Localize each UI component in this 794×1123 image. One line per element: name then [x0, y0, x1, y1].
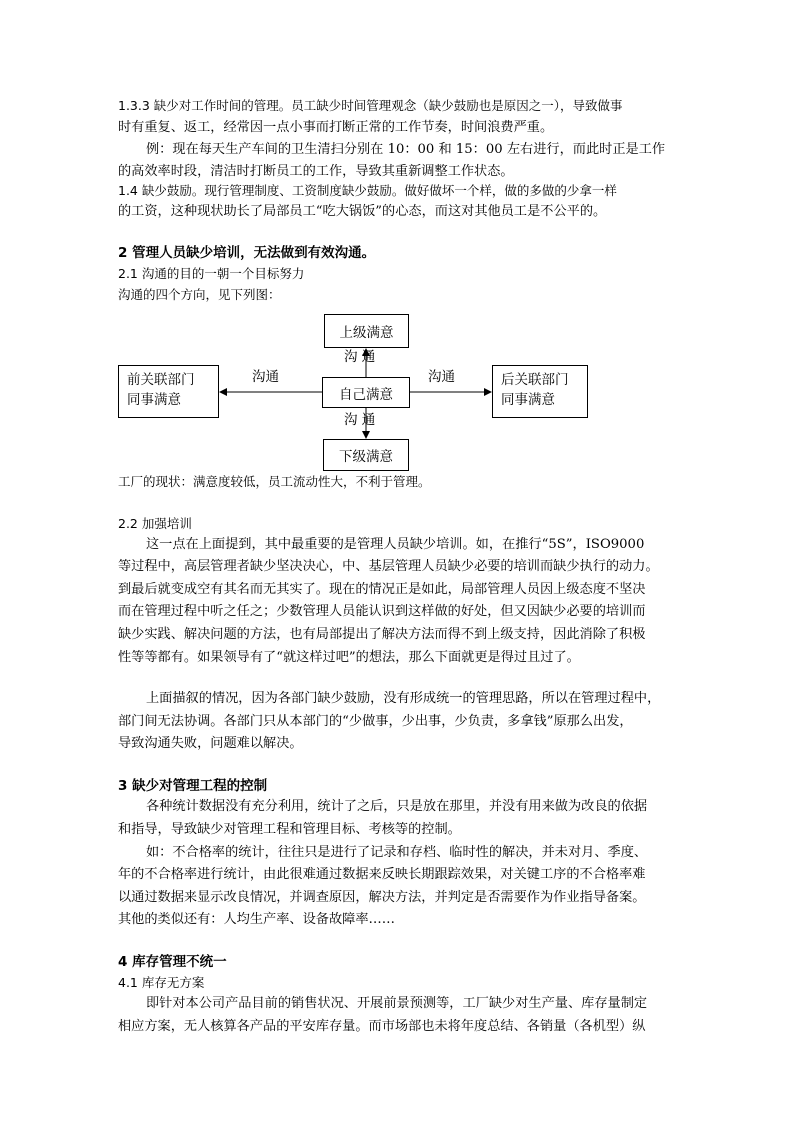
- edge-label-up: 沟 通: [344, 349, 376, 365]
- box-upstream-line-1: 前关联部门: [127, 372, 195, 388]
- diagram-intro: 沟通的四个方向，见下列图：: [118, 287, 281, 302]
- box-subordinate-label: 下级满意: [339, 449, 393, 465]
- section-2-heading: 2 管理人员缺少培训，无法做到有效沟通。: [118, 245, 376, 261]
- box-superior-label: 上级满意: [339, 325, 394, 341]
- box-self: [322, 377, 410, 408]
- section-3-heading: 3 缺少对管理工程的控制: [118, 778, 268, 794]
- paragraph-4-1-line-2: 相应方案，无人核算各产品的平安库存量。而市场部也未将年度总结、各销量（各机型）纵: [118, 1019, 646, 1034]
- paragraph-2-2-line-2: 等过程中，高层管理者缺少坚决决心，中、基层管理人员缺少必要的培训而缺少执行的动力。: [118, 559, 659, 574]
- paragraph-2-2-line-6: 性等等都有。如果领导有了“就这样过吧”的想法，那么下面就更是得过且过了。: [118, 650, 580, 665]
- section-4-heading: 4 库存管理不统一: [118, 954, 227, 970]
- paragraph-2-2-line-3: 到最后就变成空有其名而无其实了。现在的情况正是如此，局部管理人员因上级态度不坚决: [118, 582, 646, 597]
- box-upstream-line-2: 同事满意: [127, 392, 181, 408]
- paragraph-3-example-line-2: 年的不合格率进行统计，由此很难通过数据来反映长期跟踪效果，对关键工序的不合格率难: [118, 867, 646, 882]
- paragraph-1-4-line-2: 的工资，这种现状助长了局部员工“吃大锅饭”的心态，而这对其他员工是不公平的。: [118, 204, 607, 219]
- edge-label-down: 沟 通: [344, 412, 376, 428]
- box-subordinate: [323, 439, 409, 471]
- box-downstream-line-2: 同事满意: [501, 392, 555, 408]
- box-upstream-department: [118, 365, 219, 418]
- box-self-label: 自己满意: [339, 386, 393, 403]
- diagram-arrows: [0, 0, 794, 500]
- paragraph-3-line-2: 和指导，导致缺少对管理工程和管理目标、考核等的控制。: [118, 822, 461, 837]
- box-superior: [324, 314, 409, 348]
- paragraph-3-example-line-1: 如：不合格率的统计，往往只是进行了记录和存档、临时性的解决，并未对月、季度、: [146, 845, 648, 860]
- paragraph-4-1-line-1: 即针对本公司产品目前的销售状况、开展前景预测等，工厂缺少对生产量、库存量制定: [146, 996, 648, 1011]
- edge-label-left: 沟通: [252, 369, 279, 385]
- paragraph-2-2-line-5: 缺少实践、解决问题的方法，也有局部提出了解决方法而得不到上级支持，因此消除了积极: [118, 627, 646, 642]
- subsection-4-1-heading: 4.1 库存无方案: [118, 975, 205, 990]
- paragraph-3-line-1: 各种统计数据没有充分利用，统计了之后，只是放在那里，并没有用来做为改良的依据: [146, 799, 648, 814]
- paragraph-summary-line-2: 部门间无法协调。各部门只从本部门的“少做事，少出事，少负责，多拿钱”原那么出发，: [118, 714, 633, 729]
- paragraph-3-example-line-3: 以通过数据来显示改良情况，并调查原因，解决方法，并判定是否需要作为作业指导备案。: [118, 890, 646, 905]
- paragraph-summary-line-3: 导致沟通失败，问题难以解决。: [118, 736, 303, 751]
- example-line-2: 的高效率时段，清洁时打断员工的工作，导致其重新调整工作状态。: [118, 164, 514, 179]
- subsection-2-1-heading: 2.1 沟通的目的一朝一个目标努力: [118, 266, 305, 281]
- subsection-2-2-heading: 2.2 加强培训: [118, 516, 192, 531]
- paragraph-1-3-3-line-2: 时有重复、返工，经常因一点小事而打断正常的工作节奏，时间浪费严重。: [118, 120, 554, 135]
- box-downstream-department: [492, 365, 588, 418]
- edge-label-right: 沟通: [428, 369, 455, 385]
- example-line-1: 例：现在每天生产车间的卫生清扫分别在 10：00 和 15：00 左右进行，而此时正是工作: [146, 142, 666, 157]
- paragraph-1-3-3-line-1: 1.3.3 缺少对工作时间的管理。员工缺少时间管理观念（缺少鼓励也是原因之一），导致做事: [118, 98, 623, 113]
- box-downstream-line-1: 后关联部门: [501, 372, 569, 388]
- paragraph-2-2-line-4: 而在管理过程中听之任之；少数管理人员能认识到这样做的好处，但又因缺少必要的培训而: [118, 604, 646, 619]
- paragraph-2-2-line-1: 这一点在上面提到，其中最重要的是管理人员缺少培训。如，在推行“5S”，ISO9000: [146, 537, 645, 552]
- paragraph-3-example-line-4: 其他的类似还有：人均生产率、设备故障率……: [118, 912, 395, 927]
- paragraph-summary-line-1: 上面描叙的情况，因为各部门缺少鼓励，没有形成统一的管理思路，所以在管理过程中，: [146, 691, 661, 706]
- paragraph-1-4-line-1: 1.4 缺少鼓励。现行管理制度、工资制度缺少鼓励。做好做坏一个样，做的多做的少拿一样: [118, 183, 617, 198]
- factory-status: 工厂的现状：满意度较低，员工流动性大，不利于管理。: [118, 474, 431, 489]
